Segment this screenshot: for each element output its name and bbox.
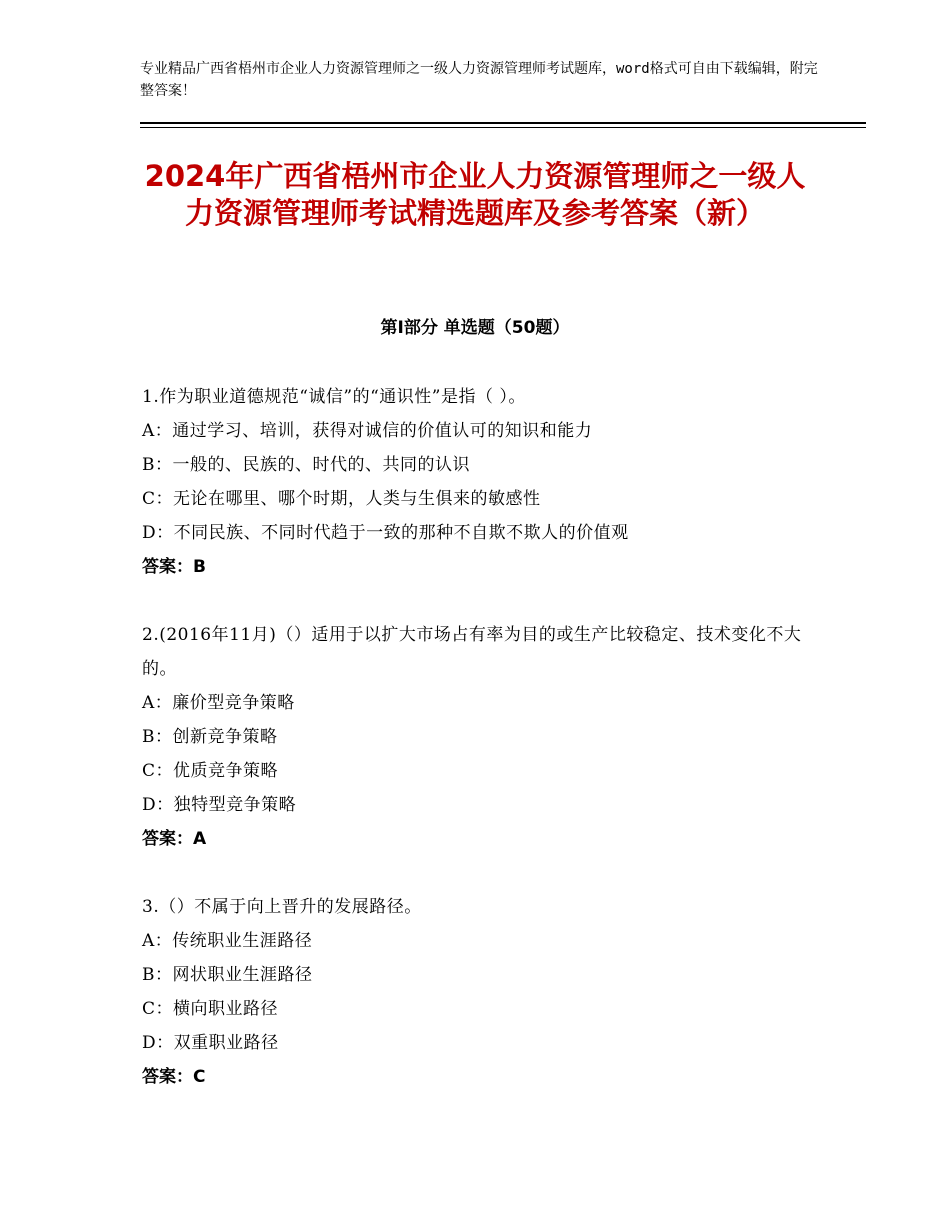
header-note: 专业精品广西省梧州市企业人力资源管理师之一级人力资源管理师考试题库，word格式可自由下载编辑，附完整答案！: [140, 61, 818, 99]
question-2: [142, 618, 802, 856]
option-c: C：优质竞争策略: [142, 761, 279, 781]
option-c: C：横向职业路径: [142, 999, 279, 1019]
answer: 答案：C: [142, 1067, 206, 1087]
option-d: D：不同民族、不同时代趋于一致的那种不自欺不欺人的价值观: [142, 523, 629, 543]
option-b: B：一般的、民族的、时代的、共同的认识: [142, 455, 470, 475]
option-d: D：双重职业路径: [142, 1033, 279, 1053]
option-a: A：传统职业生涯路径: [142, 931, 313, 951]
option-b: B：创新竞争策略: [142, 727, 278, 747]
question-stem: 2.(2016年11月)（）适用于以扩大市场占有率为目的或生产比较稳定、技术变化不大的。: [142, 625, 802, 679]
question-stem: 1.作为职业道德规范“诚信”的“通识性”是指（ ）。: [142, 387, 526, 407]
header-rule-thin: [140, 127, 866, 128]
option-b: B：网状职业生涯路径: [142, 965, 313, 985]
option-a: A：廉价型竞争策略: [142, 693, 295, 713]
document-title: 2024年广西省梧州市企业人力资源管理师之一级人力资源管理师考试精选题库及参考答案（新）: [144, 159, 806, 230]
question-1: [142, 380, 802, 584]
answer: 答案：A: [142, 829, 207, 849]
header-rule-thick: [140, 122, 866, 124]
option-a: A：通过学习、培训，获得对诚信的价值认可的知识和能力: [142, 421, 593, 441]
question-stem: 3.（）不属于向上晋升的发展路径。: [142, 897, 422, 917]
answer: 答案：B: [142, 557, 206, 577]
option-d: D：独特型竞争策略: [142, 795, 297, 815]
section-title: 第Ⅰ部分 单选题（50题）: [380, 318, 570, 338]
option-c: C：无论在哪里、哪个时期，人类与生俱来的敏感性: [142, 489, 541, 509]
question-3: [142, 890, 802, 1094]
question-list: [142, 380, 802, 1128]
